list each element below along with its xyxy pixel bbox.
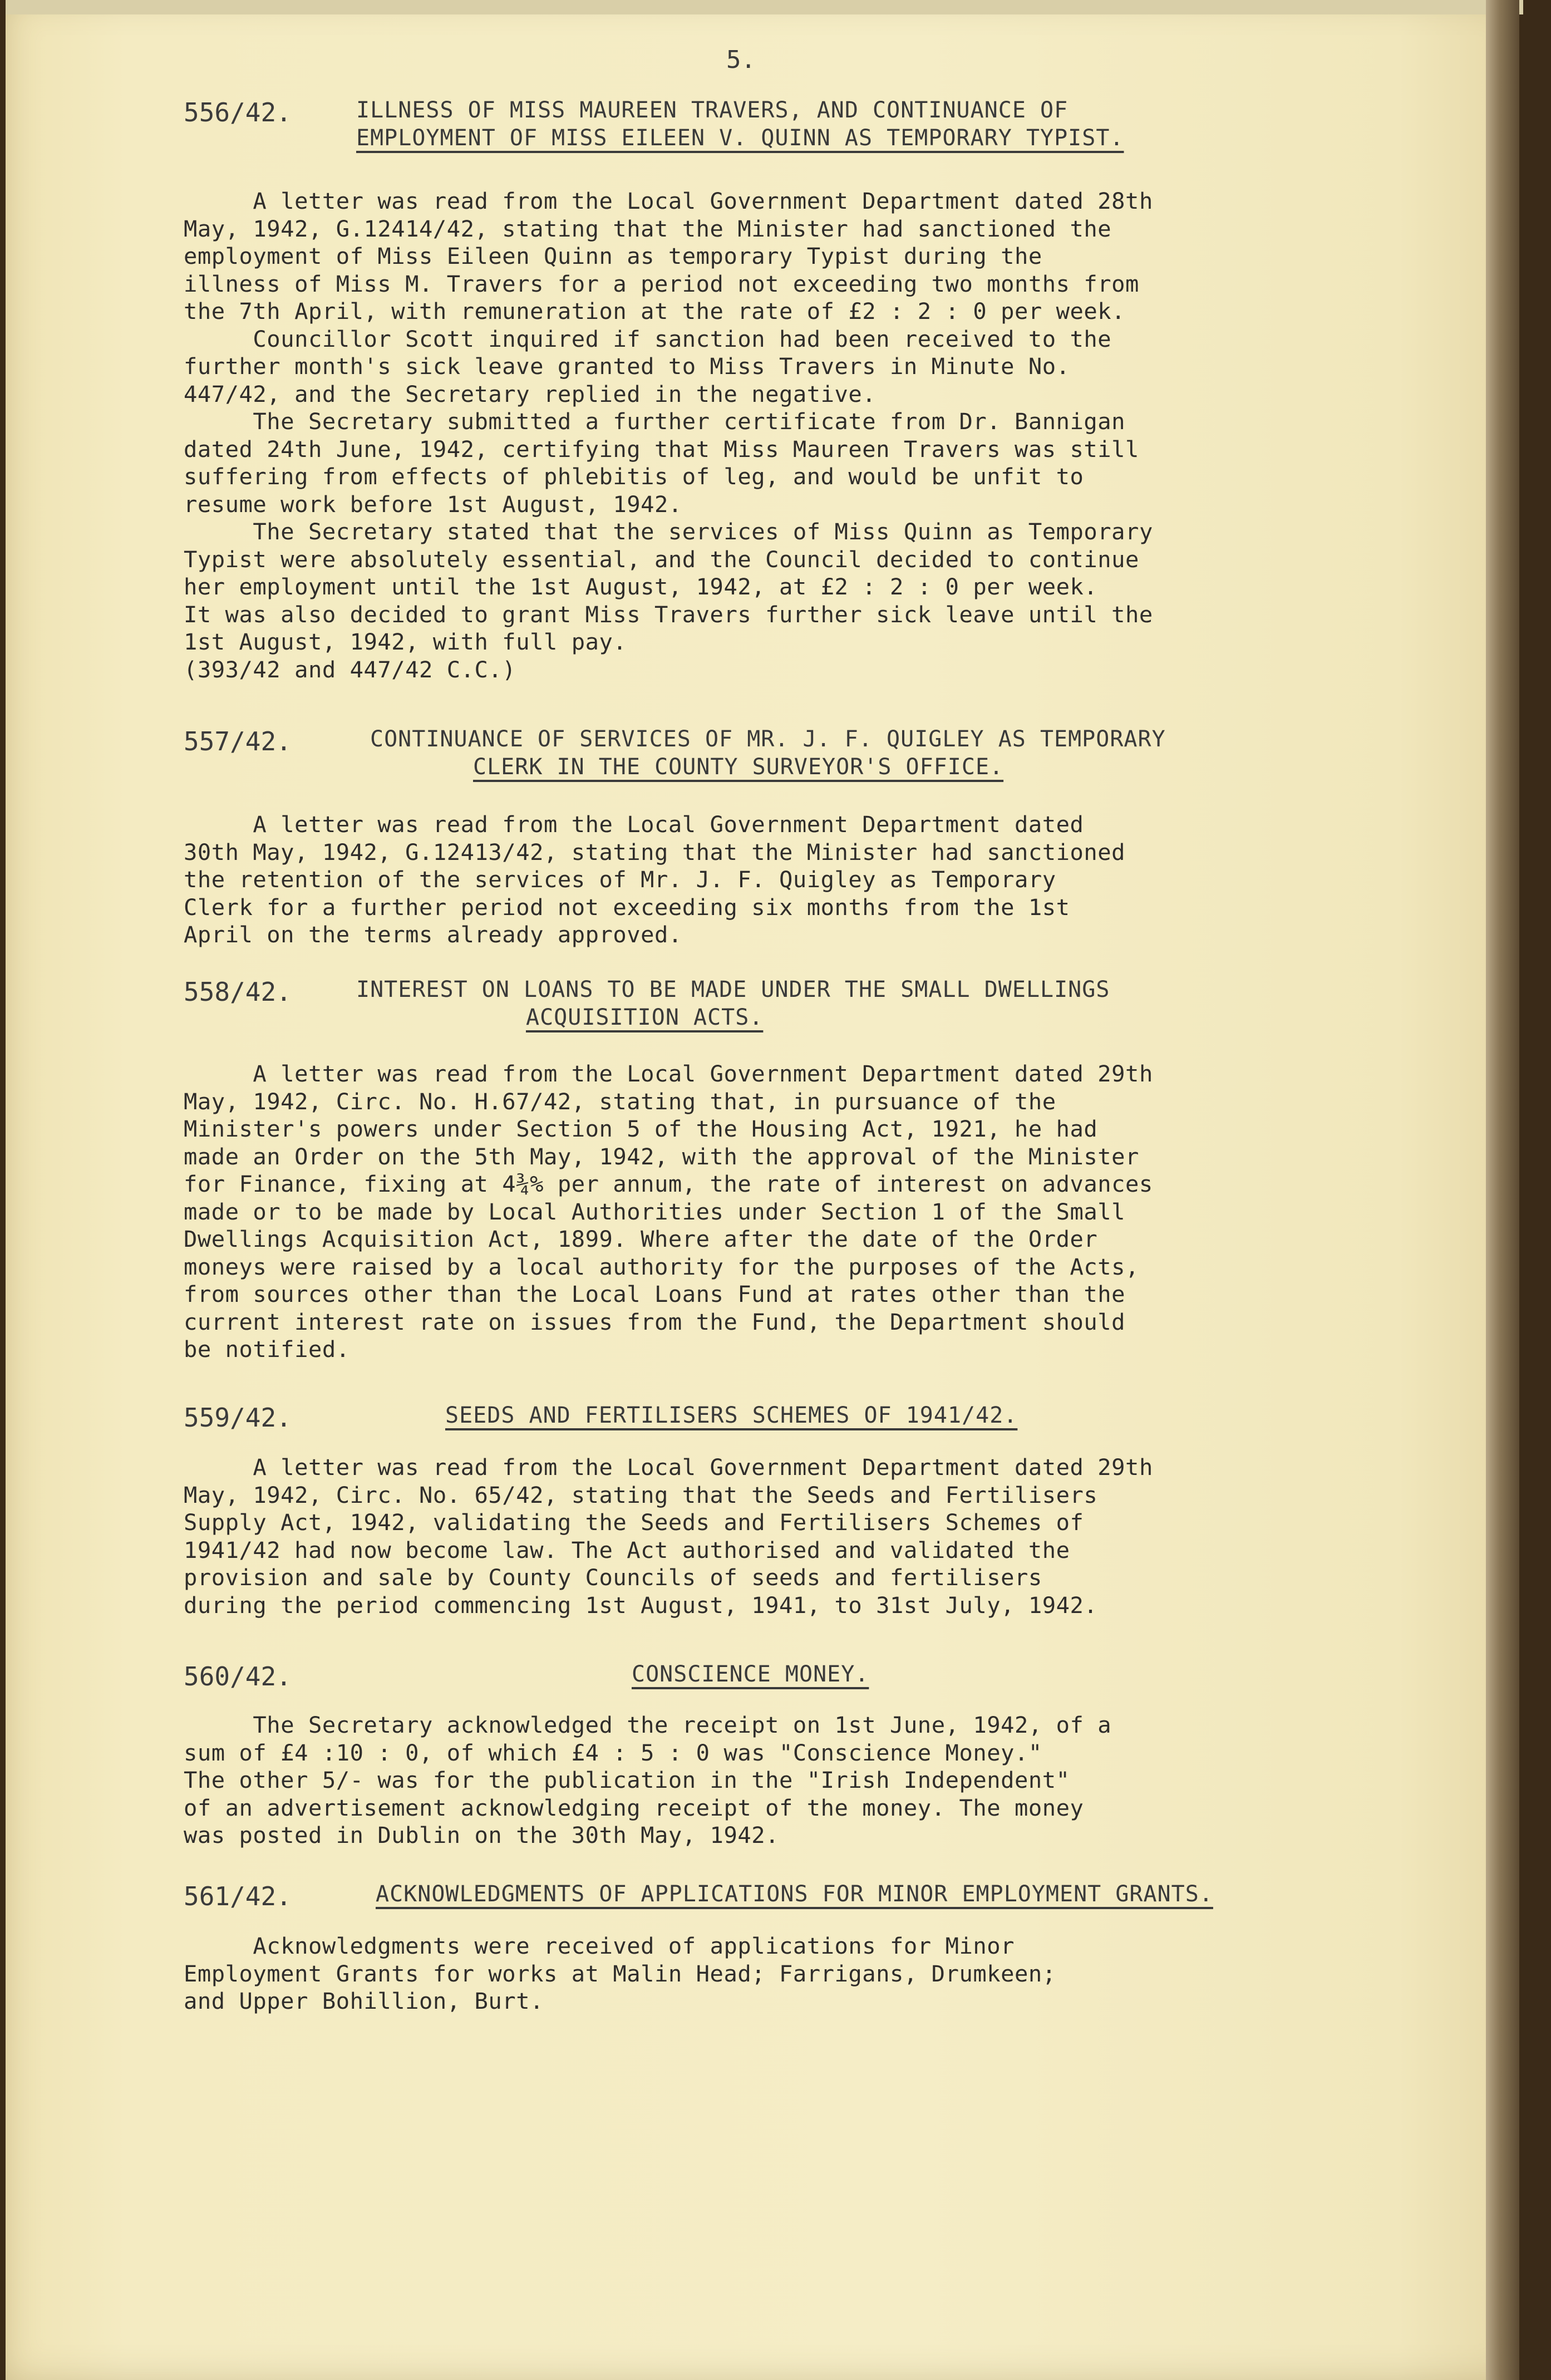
page-number: 5. [726, 46, 756, 74]
minute-body: A letter was read from the Local Government Department dated 28th May, 1942, G.12414/42, stating that the Minister had sanctioned the employment of Miss Eileen Quinn as temporary Typist during the illness of Miss M. Travers for a period not exceeding two months from the 7th April, with remuneration at the rate of £2 : 2 : 0 per week. Councillor Scott inquired if sanction had been received to the further month's sick leave granted to Miss Travers in Minute No. 447/42, and the Secretary replied in the negative. The Secretary submitted a further certificate from Dr. Bannigan dated 24th June, 1942, certifying that Miss Maureen Travers was still suffering from effects of phlebitis of leg, and would be unfit to resume work before 1st August, 1942. The Secretary stated that the services of Miss Quinn as Temporary Typist were absolutely essential, and the Council decided to continue her employment until the 1st August, 1942, at £2 : 2 : 0 per week. It was also decided to grant Miss Travers further sick leave until the 1st August, 1942, with full pay. (393/42 and 447/42 C.C.) [184, 188, 1153, 683]
minute-ref: 559/42. [184, 1403, 292, 1433]
minute-body: A letter was read from the Local Government Department dated 29th May, 1942, Circ. No. 65/42, stating that the Seeds and Fertilisers Supply Act, 1942, validating the Seeds and Fertilisers Schemes of 1941/42 had now become law. The Act authorised and validated the provision and sale by County Councils of seeds and fertilisers during the period commencing 1st August, 1941, to 31st July, 1942. [184, 1454, 1153, 1619]
minute-heading: CONSCIENCE MONEY. [632, 1661, 869, 1687]
minute-body: A letter was read from the Local Government Department dated 30th May, 1942, G.12413/42, stating that the Minister had sanctioned the retention of the services of Mr. J. F. Quigley as Temporary Clerk for a further period not exceeding six months from the 1st April on the terms already approved. [184, 811, 1126, 948]
minute-ref: 558/42. [184, 977, 292, 1007]
binding-edge [1486, 0, 1519, 2380]
minute-heading: ACKNOWLEDGMENTS OF APPLICATIONS FOR MINOR EMPLOYMENT GRANTS. [376, 1881, 1213, 1907]
minute-ref: 561/42. [184, 1881, 292, 1911]
minute-body: The Secretary acknowledged the receipt on 1st June, 1942, of a sum of £4 :10 : 0, of which £4 : 5 : 0 was "Conscience Money." The other 5/- was for the publication in the "Irish Independent" of an advertisement acknowledging receipt of the money. The money was posted in Dublin on the 30th May, 1942. [184, 1712, 1112, 1848]
minute-body: A letter was read from the Local Government Department dated 29th May, 1942, Circ. No. H.67/42, stating that, in pursuance of the Minister's powers under Section 5 of the Housing Act, 1921, he had made an Order on the 5th May, 1942, with the approval of the Minister for Finance, fixing at 4¾% per annum, the rate of interest on advances made or to be made by Local Authorities under Section 1 of the Small Dwellings Acquisition Act, 1899. Where after the date of the Order moneys were raised by a local authority for the purposes of the Acts, from sources other than the Local Loans Fund at rates other than the current interest rate on issues from the Fund, the Department should be notified. [184, 1060, 1153, 1363]
minute-heading-line1: CONTINUANCE OF SERVICES OF MR. J. F. QUIGLEY AS TEMPORARY [370, 726, 1166, 752]
minute-ref: 560/42. [184, 1661, 292, 1691]
document-page [6, 0, 1519, 2380]
minute-heading: SEEDS AND FERTILISERS SCHEMES OF 1941/42. [445, 1403, 1018, 1428]
minute-heading-line2: ACQUISITION ACTS. [526, 1005, 764, 1030]
minute-heading-line2: CLERK IN THE COUNTY SURVEYOR'S OFFICE. [473, 754, 1004, 780]
page-top-edge [6, 0, 1523, 14]
minute-heading-line1: ILLNESS OF MISS MAUREEN TRAVERS, AND CONTINUANCE OF [356, 97, 1069, 123]
minute-ref: 556/42. [184, 97, 292, 127]
minute-heading-line1: INTEREST ON LOANS TO BE MADE UNDER THE SMALL DWELLINGS [356, 977, 1110, 1002]
minute-ref: 557/42. [184, 726, 292, 756]
minute-heading-line2: EMPLOYMENT OF MISS EILEEN V. QUINN AS TEMPORARY TYPIST. [356, 125, 1124, 151]
minute-body: Acknowledgments were received of applications for Minor Employment Grants for works at Malin Head; Farrigans, Drumkeen; and Upper Bohillion, Burt. [184, 1932, 1056, 2014]
